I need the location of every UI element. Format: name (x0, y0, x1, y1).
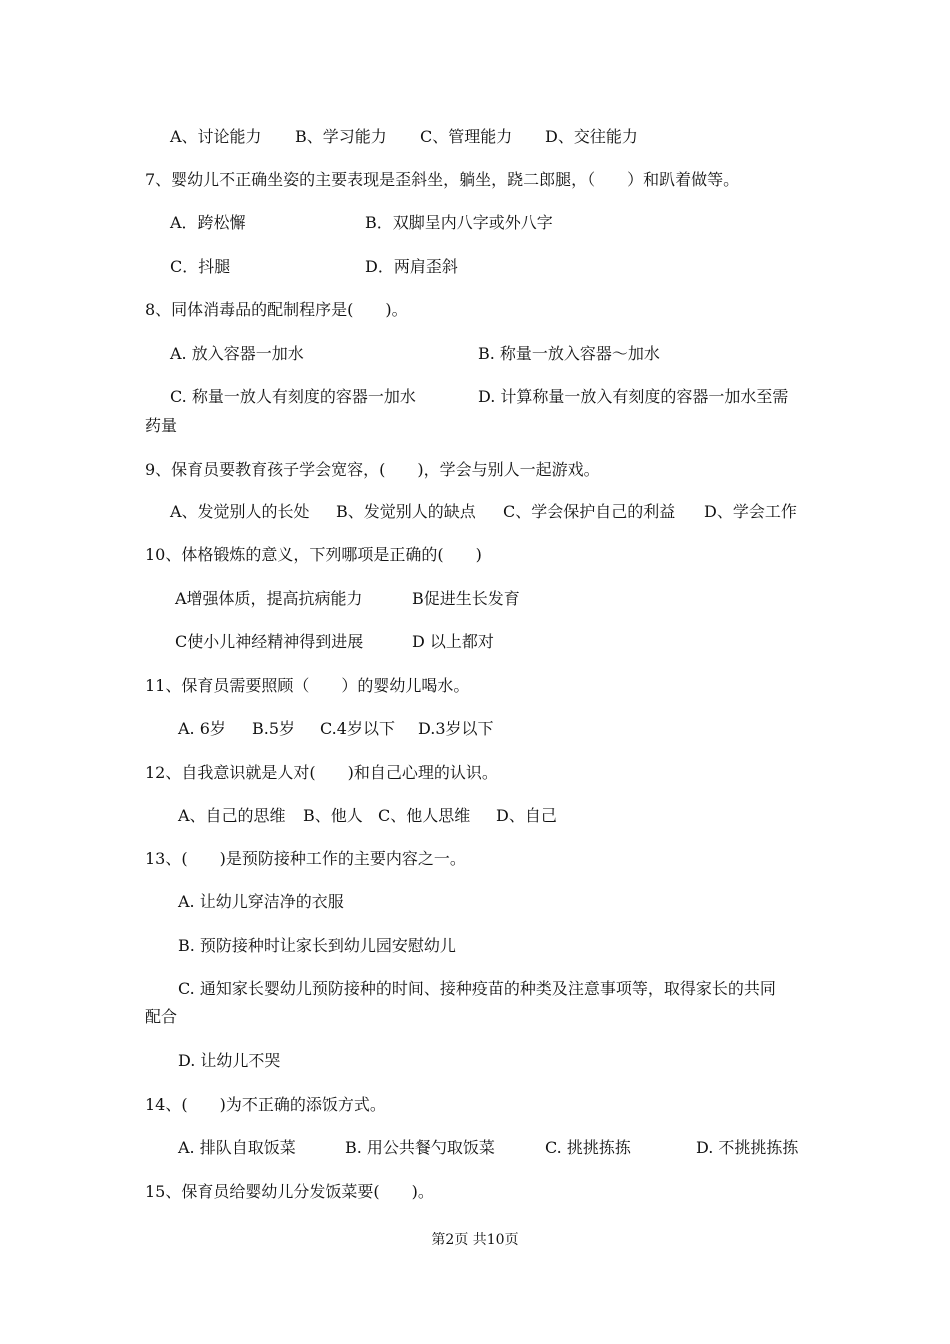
q12-option-b: B、他人 (303, 806, 363, 825)
q13-stem: 13、( )是预防接种工作的主要内容之一。 (145, 849, 466, 868)
q6-option-a: A、讨论能力 (170, 127, 262, 146)
q14-option-b: B. 用公共餐勺取饭菜 (345, 1138, 495, 1157)
q11-option-b: B.5岁 (252, 719, 296, 738)
q13-option-d: D. 让幼儿不哭 (178, 1051, 281, 1070)
q12-option-d: D、自己 (496, 806, 557, 825)
q7-stem: 7、婴幼儿不正确坐姿的主要表现是歪斜坐，躺坐，跷二郎腿，（ ）和趴着做等。 (145, 170, 740, 189)
q10-stem: 10、体格锻炼的意义，下列哪项是正确的( ) (145, 545, 482, 564)
q7-option-b: B．双脚呈内八字或外八字 (365, 213, 553, 232)
q11-option-d: D.3岁以下 (418, 719, 494, 738)
q15-stem: 15、保育员给婴幼儿分发饭菜要( )。 (145, 1182, 434, 1201)
q8-option-b: B. 称量一放入容器～加水 (478, 344, 660, 363)
q10-option-d: D 以上都对 (412, 632, 494, 651)
q9-stem: 9、保育员要教育孩子学会宽容，( )，学会与别人一起游戏。 (145, 460, 600, 479)
q13-continuation: 配合 (145, 1007, 178, 1026)
q10-option-a: A增强体质，提高抗病能力 (175, 589, 363, 608)
q9-option-c: C、学会保护自己的利益 (503, 502, 676, 521)
q11-stem: 11、保育员需要照顾（ ）的婴幼儿喝水。 (145, 676, 470, 695)
q6-option-b: B、学习能力 (295, 127, 387, 146)
q10-option-b: B促进生长发育 (412, 589, 520, 608)
q14-stem: 14、( )为不正确的添饭方式。 (145, 1095, 386, 1114)
q8-continuation: 药量 (145, 416, 178, 435)
q10-option-c: C使小儿神经精神得到进展 (175, 632, 364, 651)
q8-stem: 8、同体消毒品的配制程序是( )。 (145, 300, 408, 319)
q12-stem: 12、自我意识就是人对( )和自己心理的认识。 (145, 763, 498, 782)
q13-option-a: A. 让幼儿穿洁净的衣服 (178, 892, 344, 911)
q9-option-d: D、学会工作 (704, 502, 797, 521)
q6-option-c: C、管理能力 (420, 127, 513, 146)
q7-option-c: C．抖腿 (170, 257, 231, 276)
q12-option-c: C、他人思维 (378, 806, 471, 825)
q14-option-c: C. 挑挑拣拣 (545, 1138, 631, 1157)
q11-option-c: C.4岁以下 (320, 719, 395, 738)
q11-option-a: A. 6岁 (178, 719, 226, 738)
q8-option-c: C. 称量一放人有刻度的容器一加水 (170, 387, 416, 406)
page-footer: 第2页 共10页 (431, 1232, 519, 1248)
q13-option-c: C. 通知家长婴幼儿预防接种的时间、接种疫苗的种类及注意事项等，取得家长的共同 (178, 979, 776, 998)
q7-option-a: A．跨松懈 (170, 213, 246, 232)
q9-option-a: A、发觉别人的长处 (170, 502, 310, 521)
q7-option-d: D．两肩歪斜 (365, 257, 458, 276)
q8-option-a: A. 放入容器一加水 (170, 344, 304, 363)
q12-option-a: A、自己的思维 (178, 806, 286, 825)
q9-option-b: B、发觉别人的缺点 (336, 502, 476, 521)
q14-option-a: A. 排队自取饭菜 (178, 1138, 296, 1157)
q14-option-d: D. 不挑挑拣拣 (696, 1138, 799, 1157)
q8-option-d: D. 计算称量一放入有刻度的容器一加水至需 (478, 387, 789, 406)
q13-option-b: B. 预防接种时让家长到幼儿园安慰幼儿 (178, 936, 456, 955)
q6-option-d: D、交往能力 (545, 127, 638, 146)
